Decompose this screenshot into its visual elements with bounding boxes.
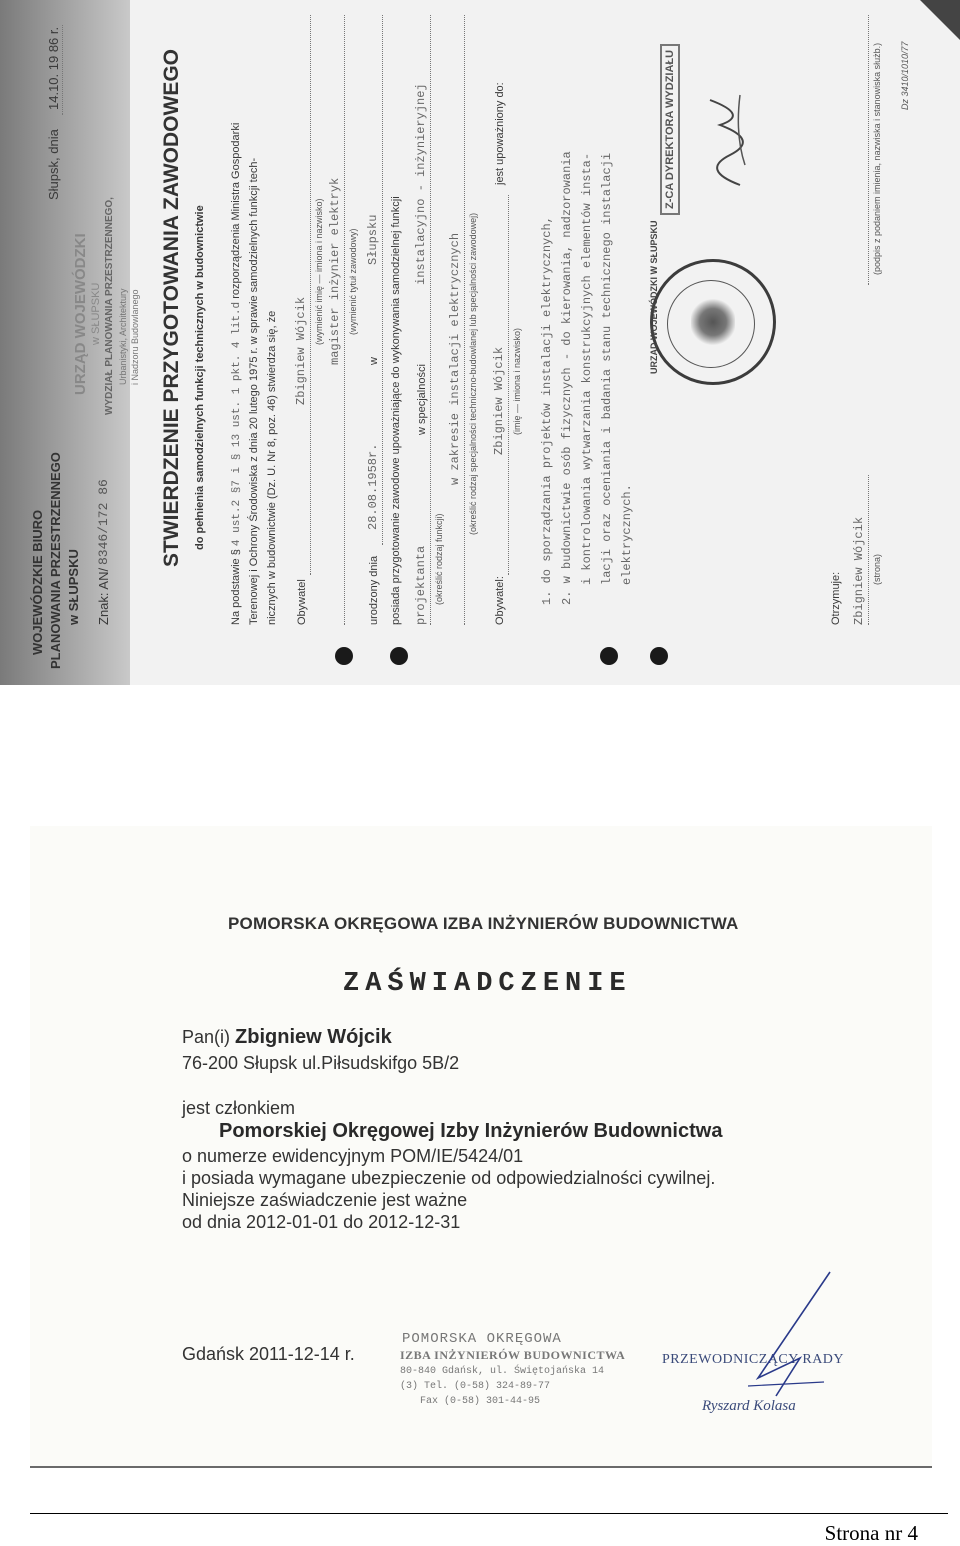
chamber-name: Pomorskiej Okręgowej Izby Inżynierów Budownictwa bbox=[219, 1120, 723, 1142]
authorization-item-2: 2. w budownictwie osób fizycznych - do kierowania, nadzorowania bbox=[560, 151, 574, 605]
date-dotted-line bbox=[62, 25, 63, 115]
born-label: urodzony dnia bbox=[368, 555, 380, 625]
authorization-item-2c: lacji oraz oceniania i badania stanu technicznego instalacji bbox=[600, 152, 614, 585]
received-caption: (strona) bbox=[872, 553, 882, 585]
office-stamp-line-3: w SŁUPSKU bbox=[66, 549, 81, 625]
stamp-line-3: 80-840 Gdańsk, ul. Świętojańska 14 bbox=[400, 1366, 605, 1377]
scanned-document-1986 bbox=[0, 0, 960, 685]
ref-value: 8346/172 86 bbox=[96, 479, 111, 565]
office-city: w SŁUPSKU bbox=[90, 282, 102, 345]
born-place-label: w bbox=[368, 357, 380, 365]
citizen-label: Obywatel bbox=[296, 579, 308, 625]
official-round-stamp bbox=[649, 220, 776, 385]
footer-rule bbox=[30, 1513, 948, 1514]
person-address: 76-200 Słupsk ul.Piłsudskifgo 5B/2 bbox=[182, 1053, 460, 1073]
chair-title: PRZEWODNICZĄCY RADY bbox=[662, 1352, 845, 1367]
title-value: magister inżynier elektryk bbox=[328, 177, 342, 365]
authorization-item-2b: i kontrolowania wytwarzania konstrukcyjnych elementów insta- bbox=[580, 152, 594, 585]
authorization-item-2d: elektrycznych. bbox=[620, 484, 634, 585]
scan-rotated-content bbox=[0, 0, 960, 685]
member-line: jest członkiem bbox=[182, 1098, 296, 1118]
scope-value: w zakresie instalacji elektrycznych bbox=[448, 232, 462, 485]
punch-hole-4 bbox=[650, 647, 668, 665]
citizen2-label: Obywatel: bbox=[494, 576, 506, 625]
sign-caption: (podpis z podaniem imienia, nazwiska i stanowiska służb.) bbox=[872, 42, 882, 275]
city-date-label: Słupsk, dnia bbox=[46, 129, 61, 200]
received-name: Zbigniew Wójcik bbox=[852, 516, 866, 625]
eagle-emblem-icon bbox=[691, 297, 735, 347]
office-stamp-line-2: PLANOWANIA PRZESTRZENNEGO bbox=[48, 452, 63, 669]
citizen-name: Zbigniew Wójcik bbox=[294, 296, 308, 405]
born-place: Słupsku bbox=[366, 214, 380, 265]
page-number: Strona nr 4 bbox=[824, 1521, 918, 1545]
sign-dotted-line bbox=[868, 15, 869, 285]
specialty-value: instalacyjno - inżynieryjnej bbox=[414, 83, 428, 285]
function-dotted-line bbox=[430, 15, 431, 625]
scope-caption: (określić rodzaj specjalności techniczno-budowlanej lub specjalności zawodowej) bbox=[468, 212, 478, 535]
title-dotted-line bbox=[344, 15, 345, 625]
certificate-bottom-edge bbox=[30, 1466, 932, 1468]
scope-dotted-line bbox=[464, 15, 465, 625]
stamp-line-5: Fax (0-58) 301-44-95 bbox=[420, 1396, 541, 1407]
chamber-header: POMORSKA OKRĘGOWA IZBA INŻYNIERÓW BUDOWNICTWA bbox=[228, 914, 739, 933]
received-dotted-line bbox=[868, 475, 869, 625]
person-name: Zbigniew Wójcik bbox=[235, 1026, 392, 1048]
certificate-title: ZAŚWIADCZENIE bbox=[343, 969, 632, 999]
stamp-line-4: (3) Tel. (0-58) 324-89-77 bbox=[400, 1381, 551, 1392]
basis-line-3: nicznych w budownictwie (Dz. U. Nr 8, poz. 46) stwierdza się, że bbox=[266, 310, 278, 625]
function-caption: (określić rodzaj funkcji) bbox=[434, 513, 444, 605]
sign-reference: Dz 3410/1010/77 bbox=[900, 41, 910, 110]
received-label: Otrzymuje: bbox=[830, 571, 842, 625]
membership-certificate bbox=[30, 826, 932, 1468]
basis-line-2: Terenowej i Ochrony Środowiska z dnia 20 lutego 1975 r. w sprawie samodzielnych funkcji tech- bbox=[248, 157, 260, 625]
validity-line: Niniejsze zaświadczenie jest ważne bbox=[182, 1190, 468, 1210]
authorization-item-1: 1. do sporządzania projektów instalacji elektrycznych, bbox=[540, 216, 554, 605]
basis-suffix: rozporządzenia Ministra Gospodarki bbox=[230, 122, 242, 302]
basis-paragraphs: 4 ust.2 §7 i § 13 ust. 1 pkt. 4 lit.d bbox=[231, 301, 243, 547]
born-dotted-line bbox=[382, 15, 383, 545]
function-value: projektanta bbox=[414, 545, 428, 625]
office-dept: WYDZIAŁ PLANOWANIA PRZESTRZENNEGO, bbox=[104, 197, 115, 415]
person-line bbox=[182, 1026, 392, 1049]
place-date: Gdańsk 2011-12-14 r. bbox=[182, 1344, 355, 1364]
insurance-line: i posiada wymagane ubezpieczenie od odpowiedzialności cywilnej. bbox=[182, 1168, 716, 1188]
document-title: STWIERDZENIE PRZYGOTOWANIA ZAWODOWEGO bbox=[160, 49, 183, 567]
chair-signature bbox=[738, 1270, 838, 1400]
period-line: od dnia 2012-01-01 do 2012-12-31 bbox=[182, 1212, 461, 1232]
office-dept-3: i Nadzoru Budowlanego bbox=[130, 289, 140, 385]
stamp-line-2: IZBA INŻYNIERÓW BUDOWNICTWA bbox=[400, 1348, 626, 1362]
citizen2-dotted-line bbox=[508, 195, 509, 575]
official-rect-stamp: Z-CA DYREKTORA WYDZIAŁU bbox=[660, 44, 680, 215]
document-subtitle: do pełnienia samodzielnych funkcji technicznych w budownictwie bbox=[194, 205, 206, 550]
ref-label: Znak: AN/ bbox=[96, 567, 111, 625]
stamp-line-1: POMORSKA OKRĘGOWA bbox=[402, 1331, 562, 1347]
punch-hole-2 bbox=[390, 647, 408, 665]
specialty-label: w specjalności bbox=[416, 364, 428, 435]
stamp-round-text: URZĄD WOJEWÓDZKI W SŁUPSKU bbox=[649, 220, 659, 374]
citizen-caption: (wymienić imię — imiona i nazwisko) bbox=[314, 198, 324, 345]
punch-hole-1 bbox=[335, 647, 353, 665]
preparation-line: posiada przygotowanie zawodowe upoważniające do wykonywania samodzielnej funkcji bbox=[390, 196, 402, 625]
punch-hole-3 bbox=[600, 647, 618, 665]
salutation-prefix: Pan(i) bbox=[182, 1027, 231, 1047]
chair-name: Ryszard Kolasa bbox=[702, 1398, 796, 1414]
office-urzad: URZĄD WOJEWÓDZKI bbox=[72, 233, 89, 395]
citizen2-caption: (imię — imiona i nazwisko) bbox=[512, 327, 522, 435]
citizen2-name: Zbigniew Wójcik bbox=[492, 346, 506, 455]
office-stamp-line-1: WOJEWÓDZKIE BIURO bbox=[30, 509, 45, 655]
office-dept-2: Urbanistyki, Architektury bbox=[118, 288, 128, 385]
authorized-label: jest upoważniony do: bbox=[494, 82, 506, 185]
born-date: 28.08.1958r. bbox=[366, 443, 380, 530]
official-signature bbox=[690, 85, 760, 195]
registry-line: o numerze ewidencyjnym POM/IE/5424/01 bbox=[182, 1146, 524, 1166]
basis-prefix: Na podstawie § bbox=[230, 546, 242, 625]
citizen-dotted-line bbox=[310, 15, 311, 575]
title-caption: (wymienić tytuł zawodowy) bbox=[348, 228, 358, 335]
basis-line-1 bbox=[230, 123, 243, 625]
date-value: 14.10. 19 86 r. bbox=[46, 26, 61, 110]
